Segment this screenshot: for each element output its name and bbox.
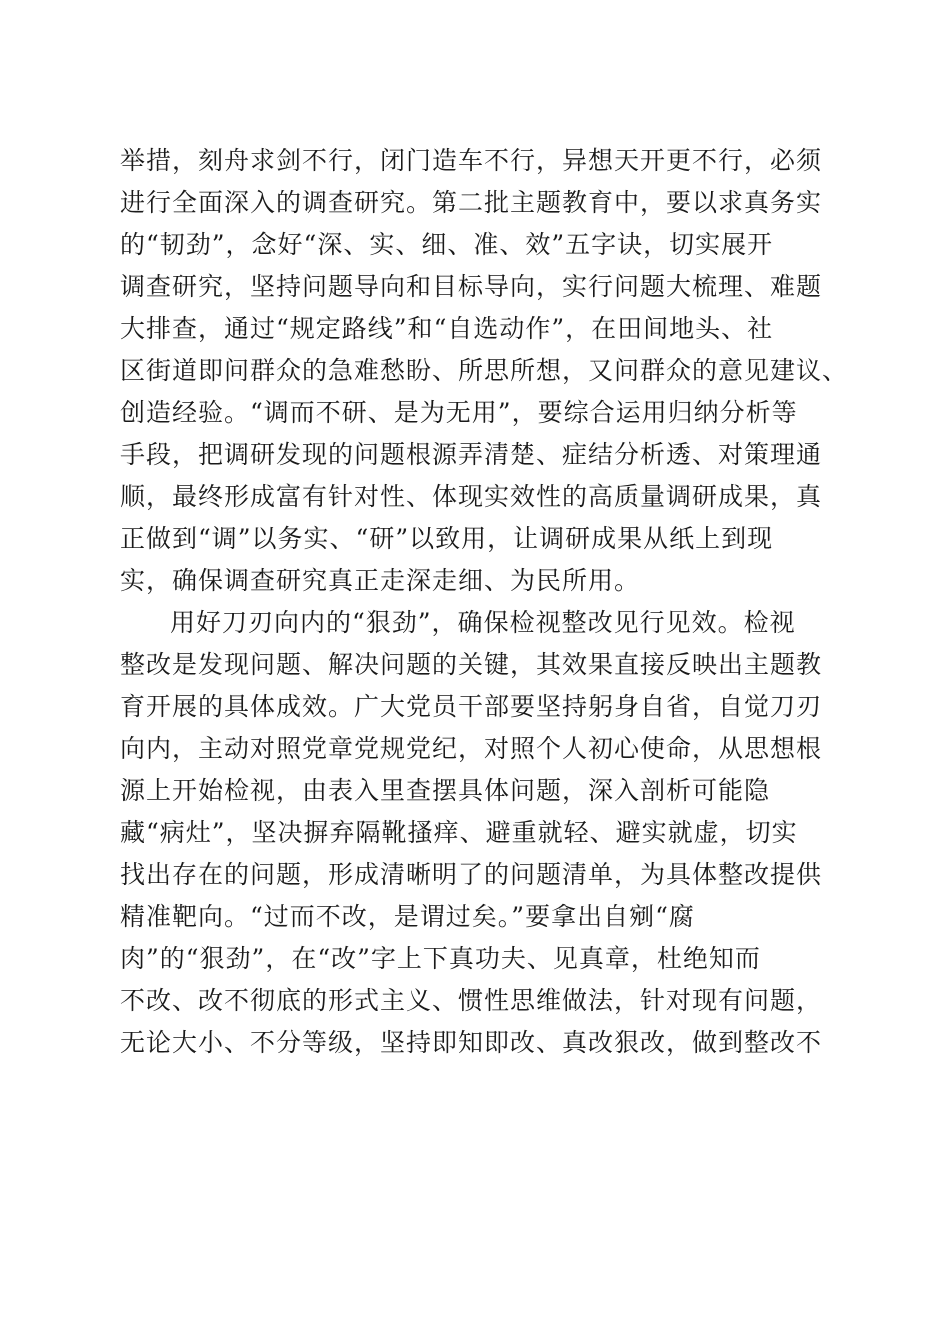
text-line: 藏“病灶”，坚决摒弃隔靴搔痒、避重就轻、避实就虚，切实 — [120, 818, 798, 847]
text-line: 向内，主动对照党章党规党纪，对照个人初心使命，从思想根 — [120, 734, 823, 763]
text-line: 大排查，通过“规定路线”和“自选动作”，在田间地头、社 — [120, 314, 774, 343]
text-line: 手段，把调研发现的问题根源弄清楚、症结分析透、对策理通 — [120, 440, 823, 469]
text-line: 顺，最终形成富有针对性、体现实效性的高质量调研成果，真 — [120, 482, 823, 511]
text-line: 用好刀刃向内的“狠劲”，确保检视整改见行见效。检视 — [170, 608, 796, 637]
text-line: 的“韧劲”，念好“深、实、细、准、效”五字诀，切实展开 — [120, 230, 774, 259]
text-line: 肉”的“狠劲”，在“改”字上下真功夫、见真章，杜绝知而 — [120, 944, 761, 973]
text-line: 实，确保调查研究真正走深走细、为民所用。 — [120, 566, 641, 595]
text-line: 举措，刻舟求剑不行，闭门造车不行，异想天开更不行，必须 — [120, 146, 823, 175]
text-line: 调查研究，坚持问题导向和目标导向，实行问题大梳理、难题 — [120, 272, 823, 301]
text-line: 无论大小、不分等级，坚持即知即改、真改狠改，做到整改不 — [120, 1028, 823, 1057]
text-line: 育开展的具体成效。广大党员干部要坚持躬身自省，自觉刀刃 — [120, 692, 823, 721]
text-line: 创造经验。“调而不研、是为无用”，要综合运用归纳分析等 — [120, 398, 798, 427]
text-line: 区街道即问群众的急难愁盼、所思所想，又问群众的意见建议、 — [120, 356, 849, 385]
text-line: 源上开始检视，由表入里查摆具体问题，深入剖析可能隐 — [120, 776, 771, 805]
text-line: 进行全面深入的调查研究。第二批主题教育中，要以求真务实 — [120, 188, 823, 217]
paragraph-2 — [120, 602, 830, 1064]
text-line: 不改、改不彻底的形式主义、惯性思维做法，针对现有问题， — [120, 986, 823, 1015]
body-text — [120, 140, 849, 1064]
text-line: 正做到“调”以务实、“研”以致用，让调研成果从纸上到现 — [120, 524, 774, 553]
paragraph-1 — [120, 140, 849, 602]
text-line: 找出存在的问题，形成清晰明了的问题清单，为具体整改提供 — [120, 860, 823, 889]
text-line: 精准靶向。“过而不改，是谓过矣。”要拿出自剜“腐 — [120, 902, 695, 931]
text-line: 整改是发现问题、解决问题的关键，其效果直接反映出主题教 — [120, 650, 823, 679]
